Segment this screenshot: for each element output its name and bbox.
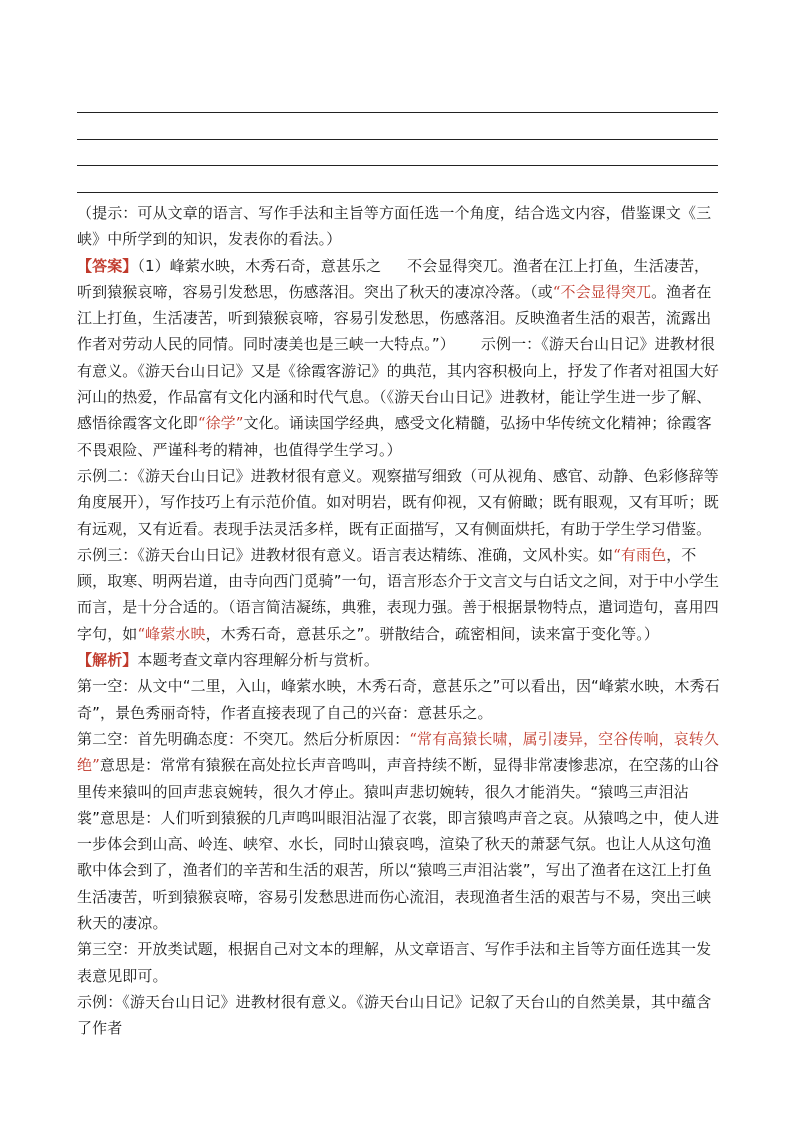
- example-one-text: 示例一：《游天台山日记》进教材很有意义。《游天台山日记》又是《徐霞客游记》的典范，其内容积极向上，抒发了作者对祖国大好河山的热爱，作品富有文化内涵和时代气息。（《游天台山日记》进教材，能让学生进一步了解、感悟徐霞客文化即: [77, 335, 719, 433]
- analysis-example: 示例：《游天台山日记》进教材很有意义。《游天台山日记》记叙了天台山的自然美景，其中蕴含了作者: [77, 992, 712, 1038]
- answer-text: 示例三：《游天台山日记》进教材很有意义。语言表达精练、准确，文风朴实。如: [77, 545, 614, 564]
- analysis-second-blank: [77, 726, 722, 936]
- answer-text: ，不顾，取寒、明两岩道，由寺向西门觅骑”一句，语言形态介于文言文与白话文之间，对于中小学生而言，是十分合适的。（语言简洁凝练，典雅，表现力强。善于根据景物特点，遣词造句，喜用四字句，如: [77, 545, 720, 643]
- analysis-text: 第二空：首先明确态度：不突兀。然后分析原因：: [77, 729, 410, 748]
- answer-paragraph: [77, 253, 722, 463]
- analysis-text: 意思是：常常有猿猴在高处拉长声音鸣叫，声音持续不断，显得非常凄惨悲凉，在空荡的山谷里传来猿叫的回声悲哀婉转，很久才停止。猿叫声悲切婉转，很久才能消失。“猿鸣三声泪沾裳”意思是：人们听到猿猴的几声鸣叫眼泪沾湿了衣裳，即言猿鸣声音之哀。从猿鸣之中，使人进一步体会到山高、岭连、峡窄、水长，同时山猿哀鸣，渲染了秋天的萧瑟气氛。也让人从这句渔歌中体会到了，渔者们的辛苦和生活的艰苦，所以“猿鸣三声泪沾裳”，写出了渔者在这江上打鱼生活凄苦，听到猿猴哀啼，容易引发愁思进而伤心流泪，表现渔者生活的艰苦与不易，突出三峡秋天的凄凉。: [77, 756, 720, 933]
- analysis-intro: [77, 647, 722, 673]
- answer-line: [77, 165, 718, 166]
- analysis-tag: 【解析】: [77, 651, 138, 670]
- quoted-text: “常有高猿长啸，属引凄异，空谷传响，哀转久绝”: [77, 729, 719, 775]
- answer-text: （1）峰萦水映，木秀石奇，意甚乐之: [137, 256, 382, 275]
- analysis-first-blank: 第一空：从文中“二里，入山，峰萦水映，木秀石奇，意甚乐之”可以看出，因“峰萦水映，木秀石奇”，景色秀丽奇特，作者直接表现了自己的兴奋：意甚乐之。: [77, 677, 720, 722]
- answer-tag: 【答案】: [77, 256, 138, 275]
- document-body: [77, 200, 722, 1042]
- quoted-text: “徐学”: [197, 414, 244, 433]
- answer-line: [77, 192, 718, 193]
- analysis-third-blank: 第三空：开放类试题，根据自己对文本的理解，从文章语言、写作手法和主旨等方面任选其一发表意见即可。: [77, 940, 712, 985]
- answer-line: [77, 139, 718, 140]
- example-two-paragraph: 示例二：《游天台山日记》进教材很有意义。观察描写细致（可从视角、感官、动静、色彩修辞等角度展开），写作技巧上有示范价值。如对明岩，既有仰视，又有俯瞰；既有眼观，又有耳听；既有远观，又有近看。表现手法灵活多样，既有正面描写，又有侧面烘托，有助于学生学习借鉴。: [77, 466, 719, 538]
- answer-text: 。渔者在江上打鱼，生活凄苦，听到猿猴哀啼，容易引发愁思，伤感落泪。反映渔者生活的艰苦，流露出作者对劳动人民的同情。同时凄美也是三峡一大特点。”）: [77, 282, 712, 354]
- analysis-text: 本题考查文章内容理解分析与赏析。: [137, 651, 380, 670]
- quoted-text: “有雨色: [613, 545, 667, 564]
- answer-line: [77, 112, 718, 113]
- example-three-paragraph: [77, 542, 722, 647]
- quoted-text: “不会显得突兀: [552, 282, 652, 301]
- answer-text: 不会显得突兀。渔者在江上打鱼，生活凄苦，听到猿猴哀啼，容易引发愁思，伤感落泪。突出了秋天的凄凉冷落。（或: [77, 256, 710, 301]
- hint-paragraph: （提示：可从文章的语言、写作手法和主旨等方面任选一个角度，结合选文内容，借鉴课文《三峡》中所学到的知识，发表你的看法。）: [77, 204, 712, 249]
- answer-text: 文化。诵读国学经典，感受文化精髓，弘扬中华传统文化精神；徐霞客不畏艰险、严谨科考的精神，也值得学生学习。）: [77, 414, 712, 459]
- quoted-text: “峰萦水映: [137, 624, 206, 643]
- answer-text: ，木秀石奇，意甚乐之”。骈散结合，疏密相间，读来富于变化等。）: [205, 624, 659, 643]
